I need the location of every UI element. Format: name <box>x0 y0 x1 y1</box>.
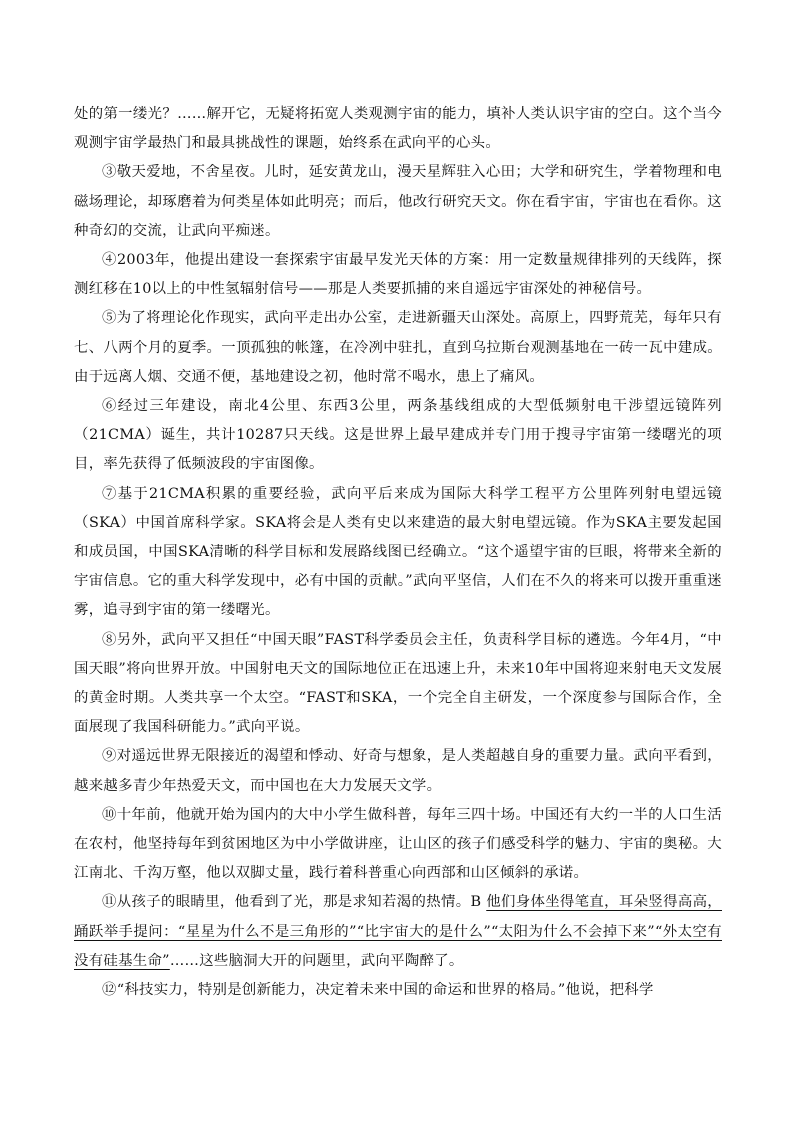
paragraph-12 <box>74 976 722 1005</box>
article-body <box>74 100 722 1005</box>
paragraph-number: ⑩ <box>102 806 117 823</box>
paragraph-number: ④ <box>102 252 117 269</box>
paragraph-11 <box>74 888 722 976</box>
paragraph-text: 基于21CMA积累的重要经验，武向平后来成为国际大科学工程平方公里阵列射电望远镜（SKA）中国首席科学家。SKA将会是人类有史以来建造的最大射电望远镜。作为SKA主要发起国和成员国，中国SKA清晰的科学目标和发展路线图已经确立。“这个遥望宇宙的巨眼，将带来全新的宇宙信息。它的重大科学发现中，必有中国的贡献。”武向平坚信，人们在不久的将来可以拨开重重迷雾，追寻到宇宙的第一缕曙光。 <box>74 485 722 619</box>
paragraph-number: ⑥ <box>102 398 118 415</box>
paragraph-4 <box>74 246 722 304</box>
paragraph-5 <box>74 304 722 392</box>
paragraph-text: 从孩子的眼睛里，他看到了光，那是求知若渴的热情。B <box>116 894 487 911</box>
paragraph-text: 对遥远世界无限接近的渴望和悸动、好奇与想象，是人类超越自身的重要力量。武向平看到，越来越多青少年热爱天文，而中国也在大力发展天文学。 <box>74 748 722 794</box>
paragraph-number: ⑧ <box>102 631 117 648</box>
paragraph-text: 另外，武向平又担任“中国天眼”FAST科学委员会主任，负责科学目标的遴选。今年4月，“中国天眼”将向世界开放。中国射电天文的国际地位正在迅速上升，未来10年中国将迎来射电天文发展的黄金时期。人类共享一个太空。“FAST和SKA，一个完全自主研发，一个深度参与国际合作，全面展现了我国科研能力。”武向平说。 <box>74 631 722 736</box>
paragraph-10 <box>74 801 722 889</box>
paragraph-text: 2003年，他提出建设一套探索宇宙最早发光天体的方案：用一定数量规律排列的天线阵，探测红移在10以上的中性氢辐射信号——那是人类要抓捕的来自遥远宇宙深处的神秘信号。 <box>74 252 722 298</box>
paragraph-text: “科技实力，特别是创新能力，决定着未来中国的命运和世界的格局。”他说，把科学 <box>116 982 654 999</box>
paragraph-text: 处的第一缕光？……解开它，无疑将拓宽人类观测宇宙的能力，填补人类认识宇宙的空白。这个当今观测宇宙学最热门和最具挑战性的课题，始终系在武向平的心头。 <box>74 106 722 152</box>
underlined-passage-b: 他们身体坐得笔直，耳朵竖得高高，踊跃举手提问：“星星为什么不是三角形的”“比宇宙大的是什么”“太阳为什么不会掉下来”“外太空有没有硅基生命” <box>74 894 722 969</box>
paragraph-number: ③ <box>102 164 117 181</box>
paragraph-7 <box>74 480 722 626</box>
paragraph <box>74 100 722 158</box>
paragraph-9 <box>74 742 722 800</box>
paragraph-number: ⑤ <box>102 310 117 327</box>
paragraph-text: 敬天爱地，不舍星夜。儿时，延安黄龙山，漫天星辉驻入心田；大学和研究生，学着物理和电磁场理论，却琢磨着为何类星体如此明亮；而后，他改行研究天文。你在看宇宙，宇宙也在看你。这种奇幻的交流，让武向平痴迷。 <box>74 164 722 239</box>
paragraph-3 <box>74 158 722 246</box>
paragraph-8 <box>74 626 722 743</box>
paragraph-number: ⑦ <box>102 485 118 502</box>
paragraph-text: 十年前，他就开始为国内的大中小学生做科普，每年三四十场。中国还有大约一半的人口生活在农村，他坚持每年到贫困地区为中小学做讲座，让山区的孩子们感受科学的魅力、宇宙的奥秘。大江南北、千沟万壑，他以双脚丈量，践行着科普重心向西部和山区倾斜的承诺。 <box>74 806 722 882</box>
paragraph-text: 为了将理论化作现实，武向平走出办公室，走进新疆天山深处。高原上，四野荒芜，每年只有七、八两个月的夏季。一顶孤独的帐篷，在冷冽中驻扎，直到乌拉斯台观测基地在一砖一瓦中建成。由于远离人烟、交通不便，基地建设之初，他时常不喝水，患上了痛风。 <box>74 310 722 385</box>
paragraph-text: 经过三年建设，南北4公里、东西3公里，两条基线组成的大型低频射电干涉望远镜阵列（21CMA）诞生，共计10287只天线。这是世界上最早建成并专门用于搜寻宇宙第一缕曙光的项目，率先获得了低频波段的宇宙图像。 <box>74 398 722 473</box>
paragraph-number: ⑨ <box>102 748 117 765</box>
paragraph-number: ⑫ <box>102 982 117 999</box>
paragraph-number: ⑪ <box>102 894 117 911</box>
paragraph-6 <box>74 392 722 480</box>
paragraph-text-tail: ……这些脑洞大开的问题里，武向平陶醉了。 <box>169 952 464 969</box>
